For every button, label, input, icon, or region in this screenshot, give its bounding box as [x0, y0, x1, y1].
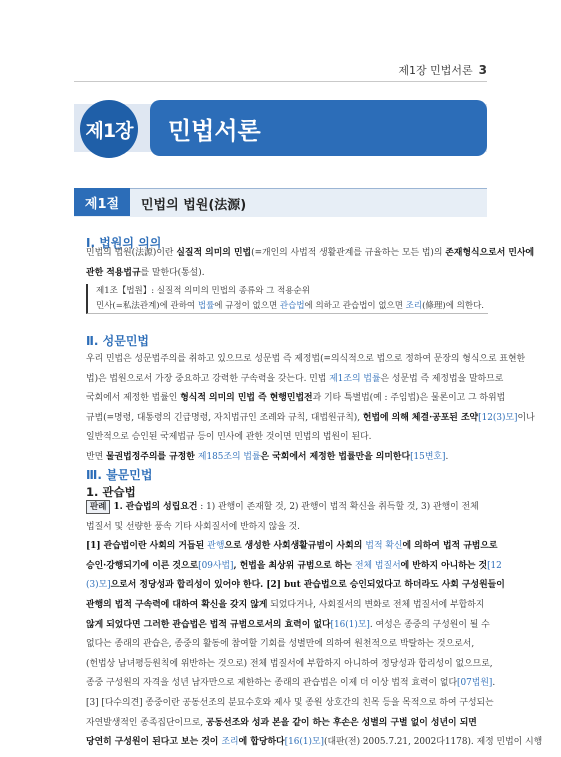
- law-article-box: [86, 284, 488, 314]
- header-chapter: 제1장 민법서론: [398, 64, 473, 77]
- subheading-customary-law: 1. 관습법: [86, 485, 136, 499]
- law-article-text: 민사(=私法관계)에 관하여 법률에 규정이 없으면 관습법에 의하고 관습법이 없으면 조리(條理)에 의한다.: [96, 301, 484, 311]
- chapter-title: 민법서론: [150, 100, 487, 156]
- heading-part3: Ⅲ. 불문민법: [86, 468, 153, 482]
- section-title: 민법의 법원(法源): [141, 198, 247, 213]
- part2-paragraph: 우리 민법은 성문법주의를 취하고 있으므로 성문법 즉 제정법(=의식적으로 법으로 정하여 문장의 형식으로 표현한 법)은 법원으로서 가장 중요하고 강력한 구속력을 갖는다. 민법 제1조의 법률은 성문법 즉 제정법을 말하므로 국회에서 제정한 법률인 형식적 의미의 민법 즉 현행민법전과 기타 특별법(예 : 주임법)은 물론이고 그 하위법 규범(=명령, 대통령의 긴급명령, 자치법규인 조례와 규칙, 대법원규칙), 헌법에 의해 체결·공포된 조약[12(3)모]이나 일반적으로 승인된 국제법규 등이 민사에 관한 것이면 민법의 법원이 된다. 반면 물권법정주의를 규정한 제185조의 법률은 국회에서 제정한 법률만을 의미한다[15변호].: [86, 354, 535, 462]
- page-number: 3: [478, 63, 487, 77]
- heading-part1: Ⅰ. 법원의 의의: [86, 236, 162, 250]
- chapter-badge: 제1장: [80, 100, 138, 158]
- running-header: [398, 62, 487, 78]
- section-label: 제1절: [74, 188, 130, 216]
- precedent-badge: 판례: [86, 500, 110, 514]
- part3-paragraph: 판례 1. 관습법의 성립요건 : 1) 관행이 존재할 것, 2) 관행이 법적 확신을 취득할 것, 3) 관행이 전체 법질서 및 선량한 풍속 기타 사회질서에 반하지 않을 것. [1] 관습법이란 사회의 거듭된 관행으로 생성한 사회생활규범이 사회의 법적 확신에 의하여 법적 규범으로 승인·강행되기에 이른 것으로[09사법], 헌법을 최상위 규범으로 하는 전체 법질서에 반하지 아니하는 것[12 (3)모]으로서 정당성과 합리성이 있어야 한다. [2] but 관습법으로 승인되었다고 하더라도 사회 구성원들이 관행의 법적 구속력에 대하여 확신을 갖지 않게 되었다거나, 사회질서의 변화로 전체 법질서에 부합하지 않게 되었다면 그러한 관습법은 법적 규범으로서의 효력이 없다[16(1)모]. 여성은 종중의 구성원이 될 수 없다는 종래의 관습은, 종중의 활동에 참여할 기회를 성별만에 의하여 원천적으로 박탈하는 것으로서, (헌법상 남녀평등원칙에 위반하는 것으로) 전체 법질서에 부합하지 아니하여 정당성과 합리성이 없으므로, 종중 구성원의 자격을 성년 남자만으로 제한하는 종래의 관습법은 이제 더 이상 법적 효력이 없다[07법원]. [3] [다수의견] 종중이란 공동선조의 분묘수호와 제사 및 종원 상호간의 친목 등을 목적으로 하여 구성되는 자연발생적인 종족집단이므로, 공동선조와 성과 본을 같이 하는 후손은 성별의 구별 없이 성년이 되면 당연히 구성원이 된다고 보는 것이 조리에 합당하다[16(1)모](대판(전) 2005.7.21, 2002다1178). 제정 민법이 시행: [86, 502, 543, 748]
- law-article-title: 제1조【법원】: 실질적 의미의 민법의 종류와 그 적용순위: [96, 286, 310, 296]
- section-bar: [74, 188, 487, 217]
- heading-part2: Ⅱ. 성문민법: [86, 334, 150, 348]
- part1-paragraph: 민법의 법원(法源)이란 실질적 의미의 민법(=개인의 사법적 생활관계를 규율하는 모든 법)의 존재형식으로서 민사에 관한 적용법규를 말한다(통설).: [86, 248, 535, 278]
- header-divider: [74, 81, 487, 82]
